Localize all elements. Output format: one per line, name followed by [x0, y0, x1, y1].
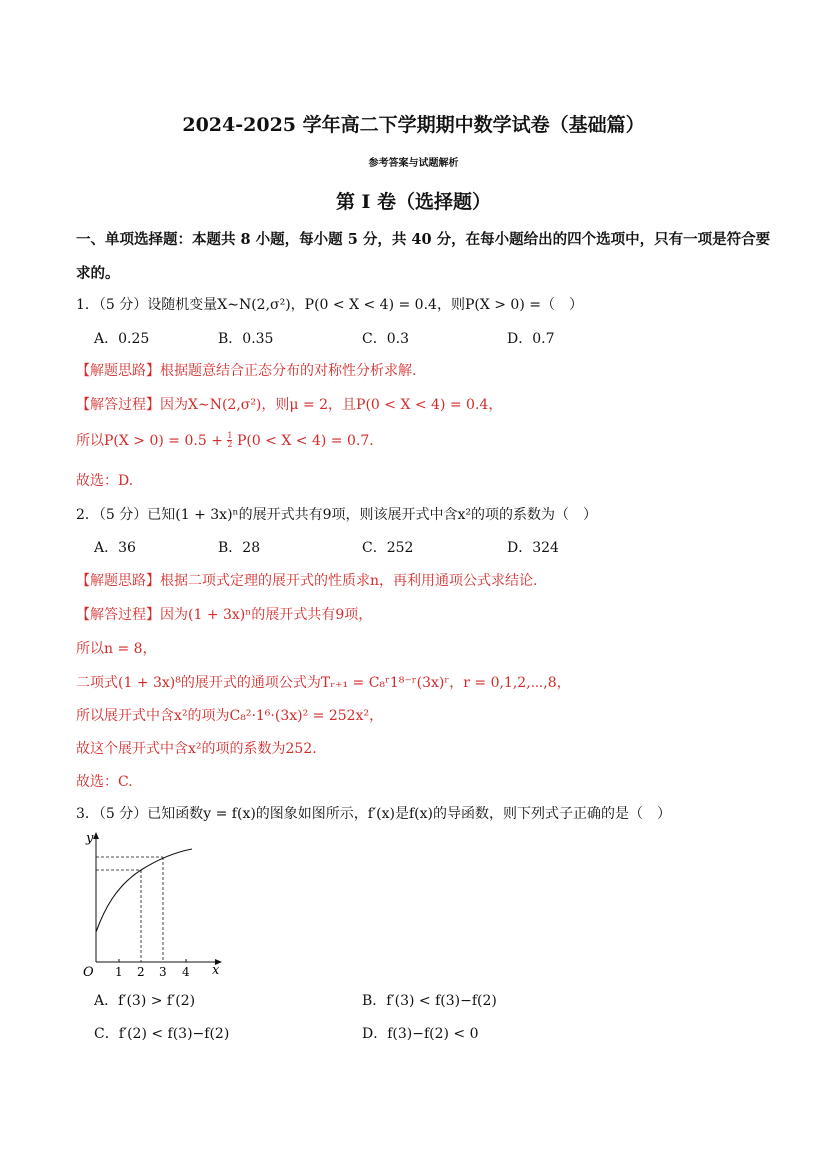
page-title: 2024-2025 学年高二下学期期中数学试卷（基础篇） [182, 114, 645, 136]
q1-option-b: B．0.35 [218, 331, 274, 347]
y-axis-label: y [86, 831, 94, 846]
q1-process-2-post: P(0 < X < 4) = 0.7. [236, 433, 374, 449]
section-heading-line1: 一、单项选择题：本题共 8 小题，每小题 5 分，共 40 分，在每小题给出的四个选项中，只有一项是符合要 [76, 231, 771, 248]
q2-option-a: A．36 [94, 540, 136, 556]
volume-heading: 第 I 卷（选择题） [335, 191, 492, 213]
q1-answer: 故选：D. [76, 473, 134, 489]
q3-stem: 3．（5 分）已知函数y = f(x)的图象如图所示，f′(x)是f(x)的导函数，则下列式子正确的是（ ） [76, 806, 671, 822]
q1-half-numerator: 1 [227, 431, 233, 440]
q1-half-denominator: 2 [227, 440, 233, 449]
q3-option-c: C．f′(2) < f(3)−f(2) [94, 1026, 230, 1042]
q2-option-b: B．28 [218, 540, 261, 556]
q1-half-fraction [227, 432, 232, 449]
q3-option-a: A．f′(3) > f′(2) [94, 993, 196, 1009]
tick-label-1: 1 [115, 965, 123, 978]
q3-function-graph [76, 828, 226, 978]
q1-option-a: A．0.25 [94, 331, 150, 347]
tick-label-2: 2 [137, 965, 145, 978]
y-axis-arrow-icon [93, 832, 99, 839]
q2-stem: 2．（5 分）已知(1 + 3x)ⁿ的展开式共有9项，则该展开式中含x²的项的系数为（ ） [76, 507, 597, 523]
q2-option-d: D．324 [507, 540, 559, 556]
q2-process-4: 所以展开式中含x²的项为C₈²·1⁶·(3x)² = 252x²， [76, 708, 384, 724]
q1-hint: 【解题思路】根据题意结合正态分布的对称性分析求解. [76, 363, 417, 379]
q2-answer: 故选：C. [76, 774, 133, 790]
origin-label: O [83, 965, 94, 978]
q2-process-1: 【解答过程】因为(1 + 3x)ⁿ的展开式共有9项， [76, 607, 373, 623]
tick-label-3: 3 [159, 965, 167, 978]
q2-option-c: C．252 [362, 540, 414, 556]
q2-process-5: 故这个展开式中含x²的项的系数为252. [76, 741, 317, 757]
tick-label-4: 4 [182, 965, 190, 978]
section-heading-line2: 求的。 [76, 265, 120, 282]
x-axis-label: x [212, 963, 220, 978]
q1-stem: 1．（5 分）设随机变量X∼N(2,σ²)，P(0 < X < 4) = 0.4，则P(X > 0) =（ ） [76, 297, 583, 313]
q1-process-2-pre: 所以P(X > 0) = 0.5 + [76, 433, 223, 449]
q1-process-1: 【解答过程】因为X∼N(2,σ²)，则μ = 2，且P(0 < X < 4) = 0.4， [76, 397, 503, 413]
page-subtitle: 参考答案与试题解析 [368, 158, 459, 169]
q1-option-d: D．0.7 [507, 331, 555, 347]
q3-option-d: D．f(3)−f(2) < 0 [362, 1026, 479, 1042]
q1-process-2 [76, 430, 374, 450]
q2-process-2: 所以n = 8， [76, 641, 157, 657]
q1-option-c: C．0.3 [362, 331, 409, 347]
q2-process-3: 二项式(1 + 3x)⁸的展开式的通项公式为Tᵣ₊₁ = C₈ʳ1⁸⁻ʳ(3x)ʳ，r = 0,1,2,⋯,8， [76, 675, 571, 691]
function-curve [96, 849, 192, 932]
q3-option-b: B．f′(3) < f(3)−f(2) [362, 993, 497, 1009]
q2-hint: 【解题思路】根据二项式定理的展开式的性质求n，再利用通项公式求结论. [76, 573, 538, 589]
